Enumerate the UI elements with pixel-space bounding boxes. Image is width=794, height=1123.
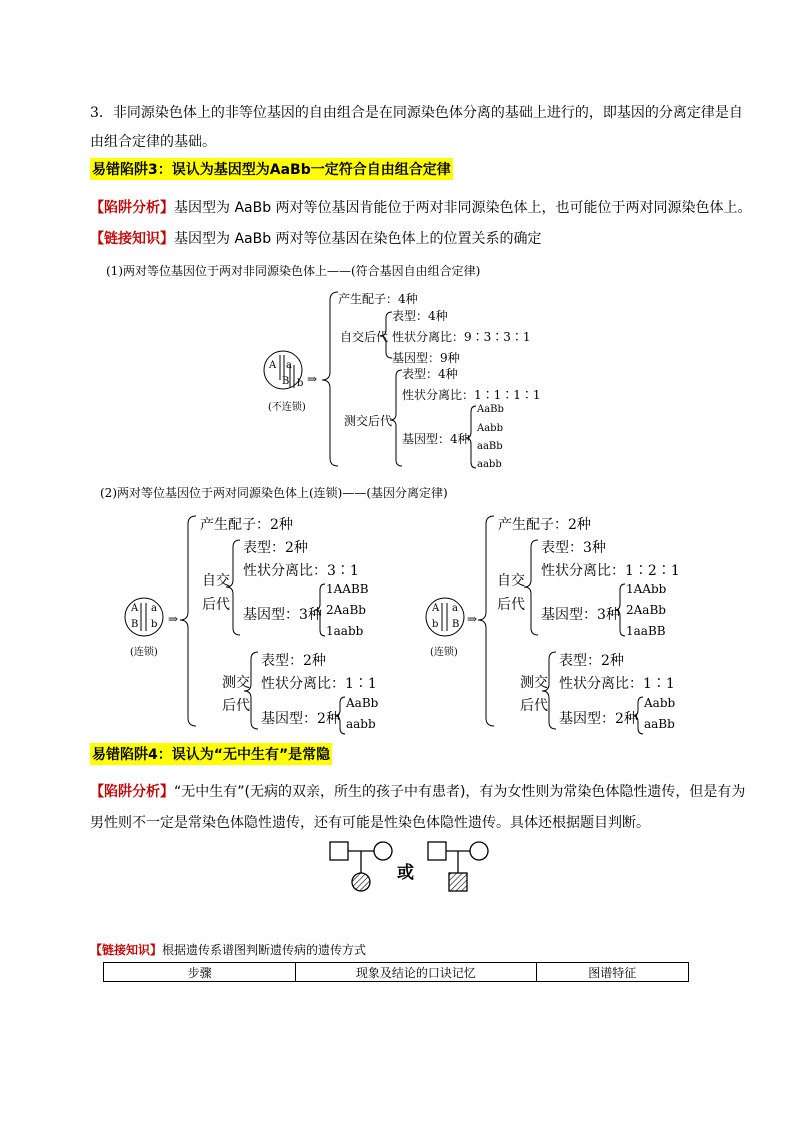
trap-4-analysis-line-2: 男性则不一定是常染色体隐性遗传，还有可能是性染色体隐性遗传。具体还根据题目判断。 — [90, 815, 650, 831]
table-header-pedigree: 图谱特征 — [536, 963, 688, 982]
gene-A: A — [131, 603, 139, 614]
gene-b: b — [432, 619, 439, 630]
analysis-tag: 【陷阱分析】 — [90, 200, 174, 216]
case-1-self-geno: 基因型：9种 — [392, 351, 460, 365]
left-self-geno-item: 1AABB — [326, 582, 369, 596]
link-tag: 【链接知识】 — [90, 231, 174, 247]
left-test-a: 测交 — [222, 675, 250, 691]
right-test-geno-item: Aabb — [644, 696, 676, 710]
right-self-geno-item: 1AAbb — [626, 582, 667, 596]
left-gametes: 产生配子：2种 — [200, 517, 293, 533]
paragraph-3-line-2: 由组合定律的基础。 — [90, 134, 216, 150]
case-1-heading: (1)两对等位基因位于两对非同源染色体上——(符合基因自由组合定律) — [106, 264, 481, 278]
right-self-geno-item: 2AaBb — [626, 603, 666, 617]
trap-4-analysis-line-1 — [90, 781, 745, 801]
analysis-tag: 【陷阱分析】 — [90, 784, 174, 800]
left-self-pheno: 表型：2种 — [243, 540, 308, 556]
arrow-icon: ⇒ — [307, 372, 318, 386]
table-header-row — [104, 963, 689, 982]
or-label: 或 — [397, 863, 414, 883]
analysis-text: 基因型为 AaBb 两对等位基因肯能位于两对非同源染色体上，也可能位于两对同源染色体上。 — [174, 200, 752, 216]
gene-A: A — [432, 603, 440, 614]
table-header-step: 步骤 — [104, 963, 296, 982]
left-test-ratio: 性状分离比：1∶1 — [261, 676, 377, 692]
gene-B: B — [282, 376, 290, 387]
cell-label-linked: (连锁) — [130, 647, 158, 658]
right-self-b: 后代 — [497, 597, 525, 613]
right-test-pheno: 表型：2种 — [559, 653, 624, 669]
left-self-b: 后代 — [202, 597, 230, 613]
right-self-a: 自交 — [497, 573, 525, 589]
case-1-test-ratio: 性状分离比：1∶1∶1∶1 — [402, 388, 541, 402]
gene-B: B — [452, 619, 460, 630]
table-header-mnemonic: 现象及结论的口诀记忆 — [296, 963, 536, 982]
paragraph-3-line-1: 3．非同源染色体上的非等位基因的自由组合是在同源染色体分离的基础上进行的，即基因的分离定律是自 — [90, 105, 743, 121]
left-self-geno-item: 1aabb — [326, 624, 364, 638]
case-1-gametes: 产生配子：4种 — [338, 292, 418, 306]
test-geno-item: aabb — [477, 459, 502, 470]
left-self-ratio: 性状分离比：3∶1 — [243, 563, 359, 579]
case-1-test-geno: 基因型：4种 — [402, 432, 470, 446]
left-self-geno-item: 2AaBb — [326, 603, 366, 617]
case-1-self-pheno: 表型：4种 — [392, 309, 448, 323]
gene-A: A — [269, 360, 277, 371]
right-self-pheno: 表型：3种 — [541, 540, 606, 556]
right-test-geno: 基因型：2种 — [559, 711, 638, 727]
test-geno-item: AaBb — [477, 404, 504, 415]
right-self-ratio: 性状分离比：1∶2∶1 — [541, 563, 680, 579]
left-test-geno-item: AaBb — [346, 696, 379, 710]
cell-label-linked: (连锁) — [430, 647, 458, 658]
trap-4-title: 易错陷阱4：误认为“无中生有”是常隐 — [90, 743, 332, 765]
gene-B: B — [131, 619, 139, 630]
case-1-test-pheno: 表型：4种 — [402, 367, 458, 381]
right-test-b: 后代 — [520, 698, 548, 714]
link-text: 基因型为 AaBb 两对等位基因在染色体上的位置关系的确定 — [174, 231, 542, 247]
right-gametes: 产生配子：2种 — [498, 517, 591, 533]
right-self-geno: 基因型：3种 — [541, 607, 620, 623]
gene-a: a — [286, 360, 292, 371]
right-test-ratio: 性状分离比：1∶1 — [559, 676, 675, 692]
case-2-heading: (2)两对等位基因位于两对同源染色体上(连锁)——(基因分离定律) — [100, 486, 448, 500]
case-1-self-ratio: 性状分离比：9∶3∶3∶1 — [392, 330, 531, 344]
left-self-geno: 基因型：3种 — [243, 607, 322, 623]
left-self-a: 自交 — [202, 573, 230, 589]
right-test-geno-item: aaBb — [644, 717, 675, 731]
trap-4-link — [90, 941, 366, 958]
right-test-a: 测交 — [520, 675, 548, 691]
case-1-testcross: 测交后代 — [344, 414, 393, 428]
link-tag: 【链接知识】 — [90, 943, 163, 957]
inheritance-table — [103, 962, 689, 982]
test-geno-item: Aabb — [477, 423, 503, 434]
left-test-pheno: 表型：2种 — [261, 653, 326, 669]
case-1-selfcross: 自交后代 — [340, 330, 389, 344]
arrow-icon: ⇒ — [467, 612, 478, 626]
arrow-icon: ⇒ — [168, 612, 179, 626]
left-test-b: 后代 — [222, 698, 250, 714]
gene-a: a — [151, 603, 157, 614]
test-geno-item: aaBb — [477, 441, 503, 452]
analysis-text: “无中生有”(无病的双亲，所生的孩子中有患者)，有为女性则为常染色体隐性遗传，但是有为 — [174, 784, 746, 800]
left-test-geno: 基因型：2种 — [261, 711, 340, 727]
link-text: 根据遗传系谱图判断遗传病的遗传方式 — [162, 943, 367, 957]
cell-label-unlinked: (不连锁) — [268, 402, 306, 413]
gene-a: a — [452, 603, 458, 614]
gene-b: b — [297, 378, 304, 389]
left-test-geno-item: aabb — [346, 717, 376, 731]
trap-3-title: 易错陷阱3：误认为基因型为AaBb一定符合自由组合定律 — [90, 158, 453, 180]
gene-b: b — [151, 619, 158, 630]
right-self-geno-item: 1aaBB — [626, 624, 666, 638]
